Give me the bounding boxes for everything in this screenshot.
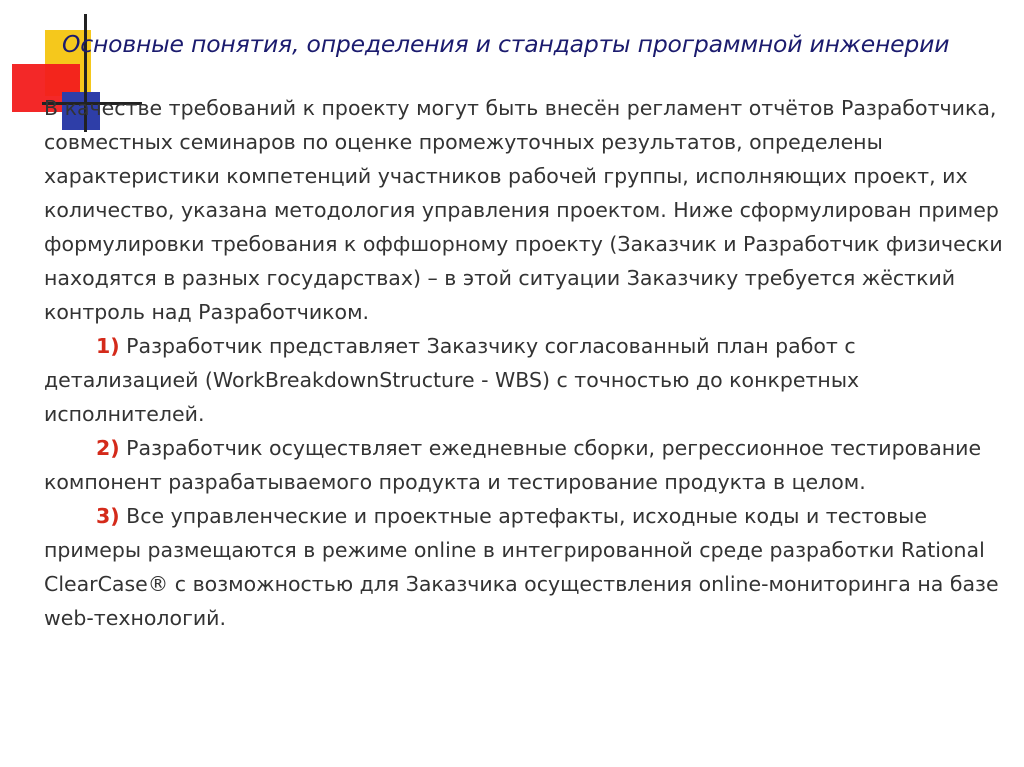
item-text: Разработчик представляет Заказчику согласованный план работ с детализацией (WorkBreakdownStructure - WBS) с точностью до конкретных исполнителей. [44,334,860,426]
item-text: Разработчик осуществляет ежедневные сборки, регрессионное тестирование компонент разрабатываемого продукта и тестирование продукта в целом. [44,436,982,494]
slide-body [44,91,1004,635]
list-item [44,329,1004,431]
list-item [44,431,1004,499]
item-text: Все управленческие и проектные артефакты, исходные коды и тестовые примеры размещаются в режиме online в интегрированной среде разработки Rational ClearCase® с возможностью для Заказчика осуществления online-мониторинга на базе web-технологий. [44,504,999,630]
item-number: 1) [96,334,120,358]
intro-paragraph: В качестве требований к проекту могут быть внесён регламент отчётов Разработчика, совместных семинаров по оценке промежуточных результатов, определены характеристики компетенций участников рабочей группы, исполняющих проект, их количество, указана методология управления проектом. Ниже сформулирован пример формулировки требования к оффшорному проекту (Заказчик и Разработчик физически находятся в разных государствах) – в этой ситуации Заказчику требуется жёсткий контроль над Разработчиком. [44,96,1003,324]
item-number: 2) [96,436,120,460]
list-item [44,499,1004,635]
item-number: 3) [96,504,120,528]
slide-title: Основные понятия, определения и стандарты программной инженерии [62,30,950,58]
